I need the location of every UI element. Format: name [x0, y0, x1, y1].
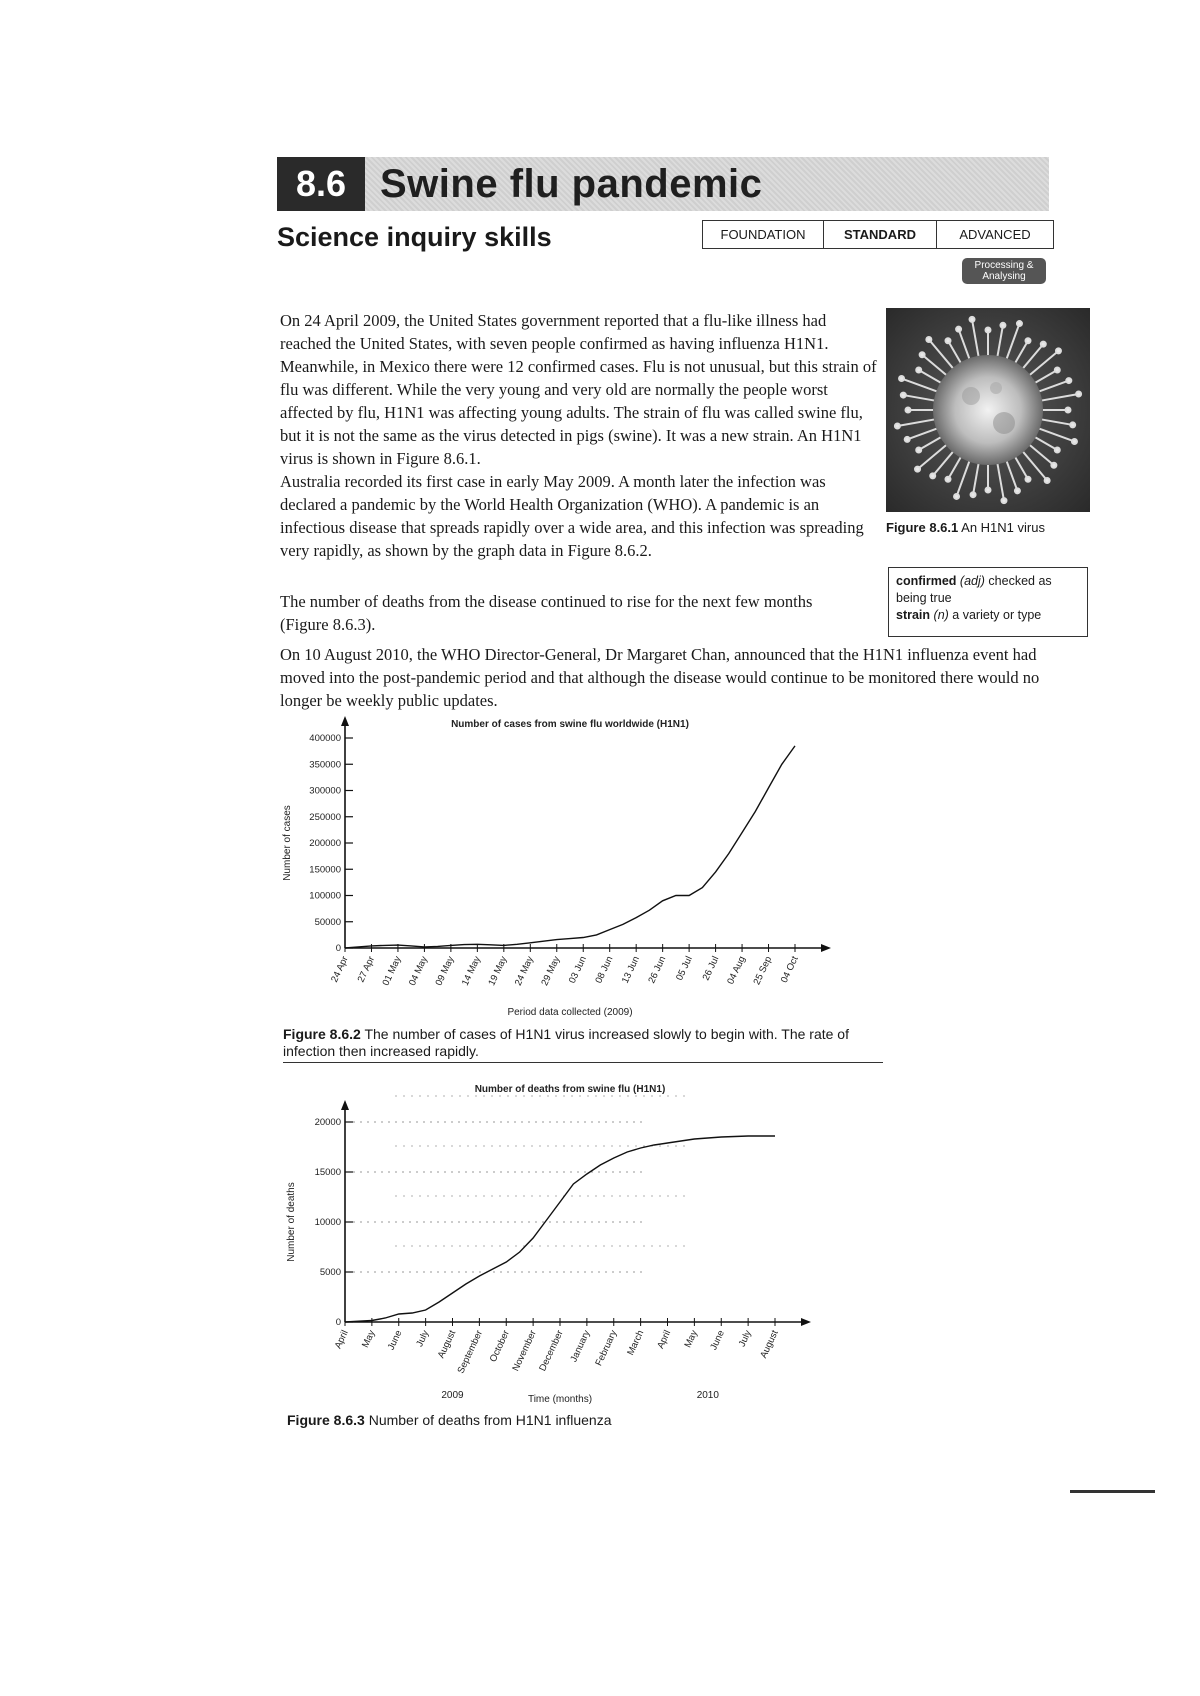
- paragraph-intro: On 24 April 2009, the United States government reported that a flu-like illness had reached the United States, with seven people confirmed as having influenza H1N1. Meanwhile, in Mexico there were 12 confirmed cases. Flu is not unusual, but this strain of flu was different. While the very young and very old are normally the people worst affected by flu, H1N1 was affecting young adults. The strain of flu was called swine flu, but it is not the same as the virus detected in pigs (swine). It was a new strain. An H1N1 virus is shown in Figure 8.6.1.: [280, 311, 877, 468]
- section-title: Swine flu pandemic: [380, 161, 763, 206]
- figure-2-label: Figure 8.6.2: [283, 1026, 361, 1042]
- y-axis-arrow: [341, 716, 349, 726]
- virus-spike-tip: [905, 437, 910, 442]
- virus-spike-tip: [946, 477, 951, 482]
- virus-spike-tip: [1026, 477, 1031, 482]
- glossary-box: [888, 567, 1088, 637]
- chart-title: Number of cases from swine flu worldwide (H1N1): [451, 719, 689, 730]
- x-tick-label: 08 Jun: [593, 954, 616, 986]
- y-tick-label: 200000: [309, 838, 341, 849]
- y-tick-label: 0: [335, 1317, 341, 1328]
- level-tabs: [702, 220, 1054, 249]
- y-tick-label: 300000: [309, 785, 341, 797]
- virus-spike-tip: [956, 327, 961, 332]
- virus-spike-tip: [915, 467, 920, 472]
- virus-spike-tip: [954, 494, 959, 499]
- y-tick-label: 50000: [314, 916, 341, 928]
- y-tick-label: 100000: [309, 890, 341, 902]
- x-tick-label: November: [510, 1328, 539, 1373]
- figure-1-text: An H1N1 virus: [961, 520, 1045, 535]
- virus-spike-tip: [986, 488, 991, 493]
- y-tick-label: 20000: [314, 1117, 341, 1128]
- x-tick-label: 26 Jun: [646, 954, 669, 986]
- page-subtitle: Science inquiry skills: [277, 222, 552, 252]
- y-axis-arrow: [341, 1100, 349, 1110]
- year-label: 2009: [441, 1390, 464, 1401]
- paragraph-post-pandemic: On 10 August 2010, the WHO Director-General, Dr Margaret Chan, announced that the H1N1 influenza event had moved into the post-pandemic period and that although the disease would continue to be monitored there would no longer be weekly public updates.: [280, 645, 1040, 710]
- y-tick-label: 0: [335, 943, 341, 954]
- tab-foundation: FOUNDATION: [703, 221, 824, 248]
- virus-spike-tip: [916, 448, 921, 453]
- x-tick-label: December: [537, 1328, 566, 1373]
- chart-title: Number of deaths from swine flu (H1N1): [474, 1084, 666, 1095]
- x-tick-label: August: [435, 1328, 459, 1361]
- x-tick-label: February: [593, 1328, 620, 1368]
- figure-3-caption: [287, 1412, 612, 1428]
- y-tick-label: 150000: [309, 864, 341, 876]
- virus-spike-tip: [1026, 338, 1031, 343]
- x-tick-label: 04 May: [406, 954, 431, 988]
- y-axis-label: Number of cases: [282, 805, 293, 881]
- x-tick-label: April: [655, 1328, 674, 1351]
- x-tick-label: July: [414, 1328, 432, 1349]
- virus-spike-tip: [971, 492, 976, 497]
- virus-spike-tip: [946, 338, 951, 343]
- x-axis-label: Time (months): [527, 1394, 593, 1405]
- figure-3-text: Number of deaths from H1N1 influenza: [368, 1412, 612, 1428]
- x-tick-label: 26 Jul: [700, 954, 722, 983]
- virus-spike-tip: [899, 376, 904, 381]
- x-tick-label: 09 May: [433, 954, 457, 988]
- x-tick-label: 29 May: [539, 954, 563, 988]
- virus-spike-tip: [1070, 422, 1075, 427]
- virus-spike-tip: [1056, 348, 1061, 353]
- skill-badge: Processing & Analysing: [962, 258, 1046, 284]
- virus-spike-tip: [970, 317, 975, 322]
- figure-2-text: The number of cases of H1N1 virus increased slowly to begin with. The rate of infection then increased rapidly.: [283, 1026, 849, 1059]
- x-tick-label: 05 Jul: [674, 954, 695, 983]
- x-tick-label: May: [682, 1328, 701, 1350]
- series-line: [345, 746, 795, 948]
- x-tick-label: June: [385, 1328, 405, 1352]
- glossary-term: confirmed: [896, 574, 957, 588]
- virus-spike-tip: [1076, 392, 1081, 397]
- x-tick-label: 27 Apr: [355, 954, 378, 985]
- page-edge-rule: [1070, 1490, 1155, 1493]
- virus-spike-tip: [920, 352, 925, 357]
- x-tick-label: October: [487, 1328, 512, 1364]
- y-tick-label: 15000: [314, 1167, 341, 1178]
- x-tick-label: 14 May: [459, 954, 484, 988]
- x-tick-label: 04 Oct: [778, 954, 801, 985]
- figure-1-label: Figure 8.6.1: [886, 520, 959, 535]
- y-tick-label: 10000: [314, 1217, 341, 1228]
- x-tick-label: June: [708, 1328, 727, 1352]
- x-tick-label: 03 Jun: [566, 954, 589, 986]
- y-tick-label: 350000: [309, 759, 341, 771]
- virus-spike-tip: [986, 328, 991, 333]
- virus-spike-tip: [901, 393, 906, 398]
- glossary-definition: a variety or type: [952, 608, 1042, 622]
- virus-spike-tip: [930, 473, 935, 478]
- x-tick-label: 24 Apr: [329, 954, 351, 985]
- x-tick-label: January: [568, 1328, 593, 1364]
- virus-spike-tip: [1055, 448, 1060, 453]
- chart-cases: [270, 715, 890, 1020]
- figure-1-caption: [886, 520, 1045, 535]
- virus-spike-tip: [1055, 368, 1060, 373]
- y-tick-label: 250000: [309, 811, 341, 823]
- virus-spike-tip: [1066, 408, 1071, 413]
- x-axis-label: Period data collected (2009): [507, 1007, 633, 1018]
- section-number: 8.6: [277, 157, 365, 211]
- glossary-pos: (adj): [959, 574, 985, 588]
- chart-deaths: [270, 1080, 890, 1405]
- paragraph-deaths: The number of deaths from the disease continued to rise for the next few months (Figure 8.6.3).: [280, 592, 813, 634]
- glossary-definition: checked as being true: [896, 574, 1052, 605]
- x-tick-label: August: [758, 1328, 781, 1361]
- virus-spike-tip: [926, 337, 931, 342]
- glossary-pos: (n): [933, 608, 949, 622]
- x-tick-label: March: [625, 1328, 647, 1358]
- x-tick-label: September: [455, 1328, 486, 1376]
- virus-spike-tip: [1017, 321, 1022, 326]
- virus-spike-tip: [1001, 498, 1006, 503]
- x-tick-label: July: [736, 1328, 754, 1349]
- virus-spike-tip: [895, 423, 900, 428]
- series-line: [345, 1136, 775, 1322]
- virus-illustration: [886, 308, 1090, 512]
- year-label: 2010: [696, 1390, 719, 1401]
- figure-3-label: Figure 8.6.3: [287, 1412, 365, 1428]
- virus-spike-tip: [1045, 478, 1050, 483]
- tab-advanced: ADVANCED: [959, 227, 1031, 242]
- y-axis-label: Number of deaths: [286, 1182, 297, 1262]
- x-axis-arrow: [801, 1318, 811, 1326]
- tab-standard: STANDARD: [824, 221, 937, 248]
- x-tick-label: 24 May: [512, 954, 537, 988]
- virus-spike-tip: [1000, 323, 1005, 328]
- virus-spike-tip: [1041, 342, 1046, 347]
- x-tick-label: April: [332, 1328, 351, 1351]
- x-tick-label: 04 Aug: [725, 954, 748, 987]
- y-tick-label: 400000: [309, 733, 341, 744]
- virus-spike-tip: [1072, 439, 1077, 444]
- virus-spike-tip: [1051, 463, 1056, 468]
- virus-spike-tip: [916, 368, 921, 373]
- glossary-entry: [896, 607, 1080, 624]
- x-axis-arrow: [821, 944, 831, 952]
- figure-2-caption: [283, 1026, 883, 1063]
- y-tick-label: 5000: [319, 1267, 341, 1278]
- virus-spike-tip: [906, 408, 911, 413]
- glossary-term: strain: [896, 608, 931, 622]
- x-tick-label: 13 Jun: [619, 954, 642, 986]
- virus-spike-tip: [1015, 488, 1020, 493]
- x-tick-label: 25 Sep: [751, 954, 775, 987]
- x-tick-label: May: [360, 1328, 378, 1350]
- glossary-entry: [896, 573, 1080, 607]
- x-tick-label: 01 May: [380, 954, 404, 988]
- x-tick-label: 19 May: [486, 954, 510, 988]
- paragraph-australia: Australia recorded its first case in early May 2009. A month later the infection was declared a pandemic by the World Health Organization (WHO). A pandemic is an infectious disease that spreads rapidly over a wide area, and this infection was spreading very rapidly, as shown by the graph data in Figure 8.6.2.: [280, 472, 864, 560]
- virus-image: [886, 308, 1090, 512]
- virus-spike-tip: [1066, 378, 1071, 383]
